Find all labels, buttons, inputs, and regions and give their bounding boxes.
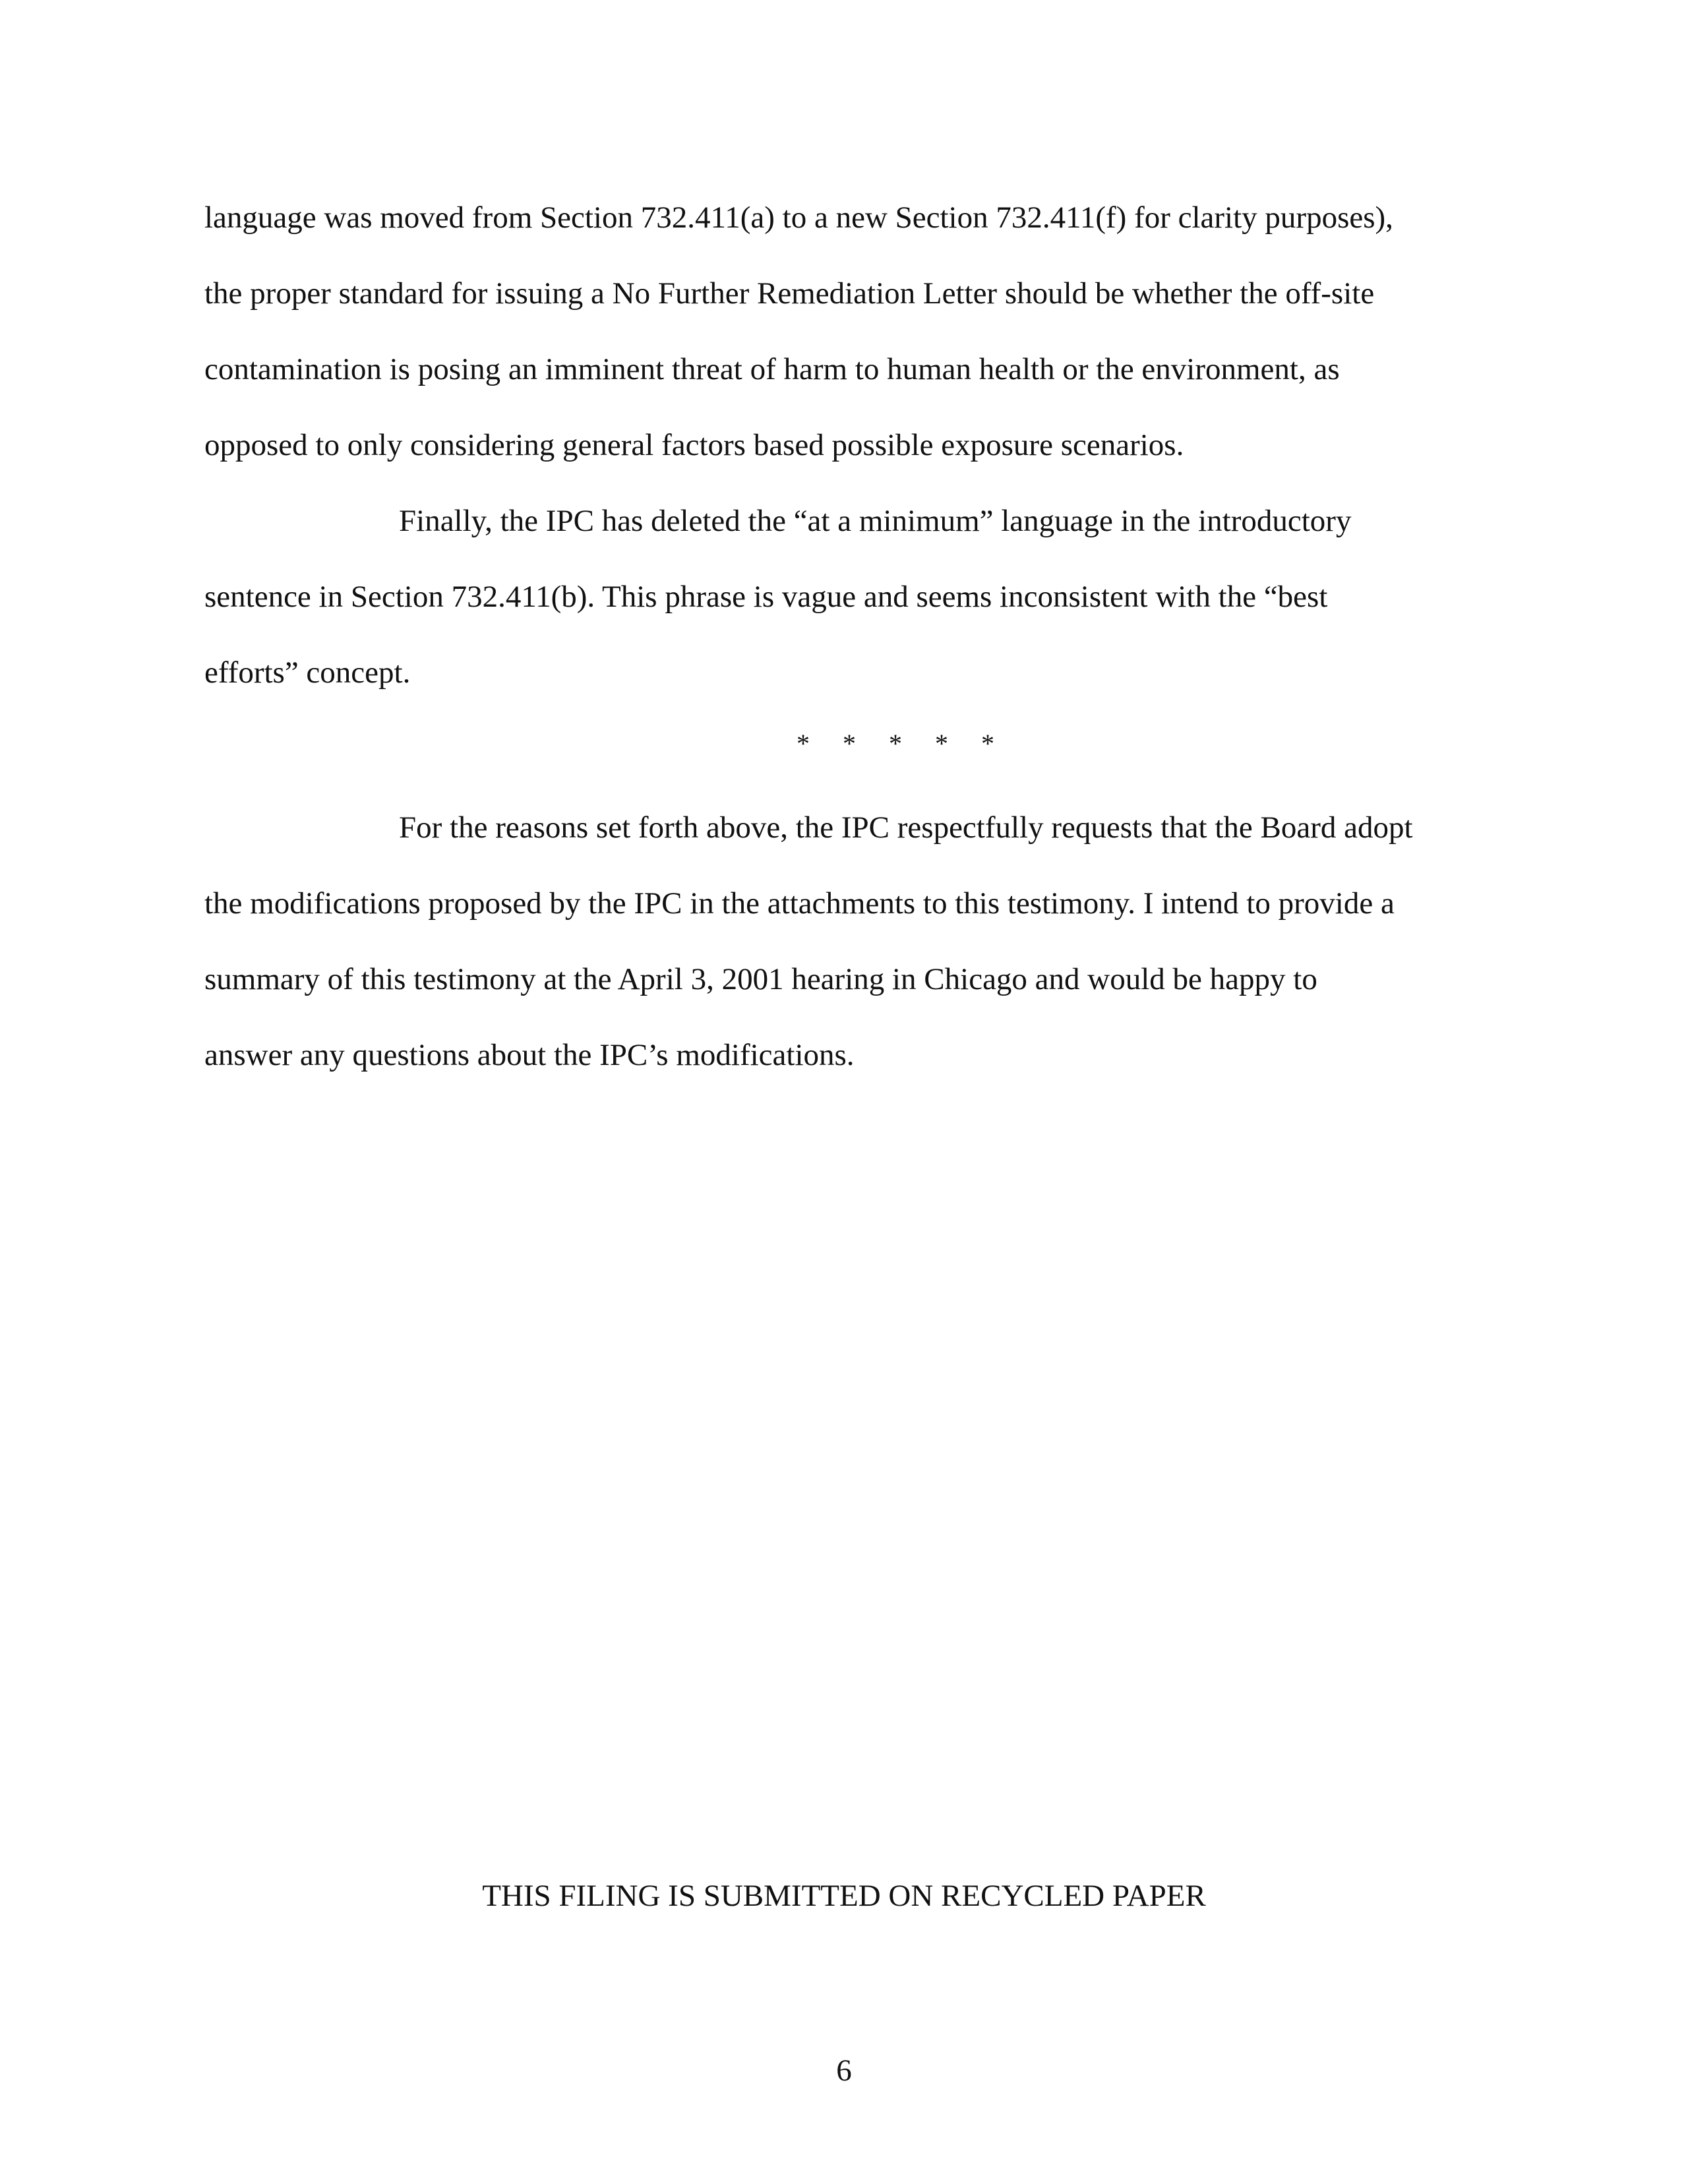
- paragraph-3-line-3: summary of this testimony at the April 3, 2001 hearing in Chicago and would be happy to: [204, 962, 1317, 996]
- paragraph-1-line-2: the proper standard for issuing a No Further Remediation Letter should be whether the off-site: [204, 276, 1375, 311]
- paragraph-3-line-4: answer any questions about the IPC’s modifications.: [204, 1038, 855, 1072]
- recycled-paper-notice: THIS FILING IS SUBMITTED ON RECYCLED PAPER: [482, 1879, 1206, 1913]
- section-separator: * * * * *: [797, 729, 1008, 758]
- paragraph-2-line-2: sentence in Section 732.411(b). This phrase is vague and seems inconsistent with the “best: [204, 580, 1328, 614]
- paragraph-3-line-1: For the reasons set forth above, the IPC respectfully requests that the Board adopt: [399, 810, 1413, 845]
- paragraph-2-line-1: Finally, the IPC has deleted the “at a minimum” language in the introductory: [399, 504, 1352, 538]
- page-number: 6: [836, 2053, 852, 2088]
- paragraph-2-line-3: efforts” concept.: [204, 655, 411, 690]
- paragraph-1-line-1: language was moved from Section 732.411(a) to a new Section 732.411(f) for clarity purposes),: [204, 200, 1393, 235]
- paragraph-1-line-4: opposed to only considering general factors based possible exposure scenarios.: [204, 428, 1184, 462]
- paragraph-3-line-2: the modifications proposed by the IPC in the attachments to this testimony. I intend to provide a: [204, 886, 1395, 921]
- paragraph-1-line-3: contamination is posing an imminent threat of harm to human health or the environment, as: [204, 352, 1340, 386]
